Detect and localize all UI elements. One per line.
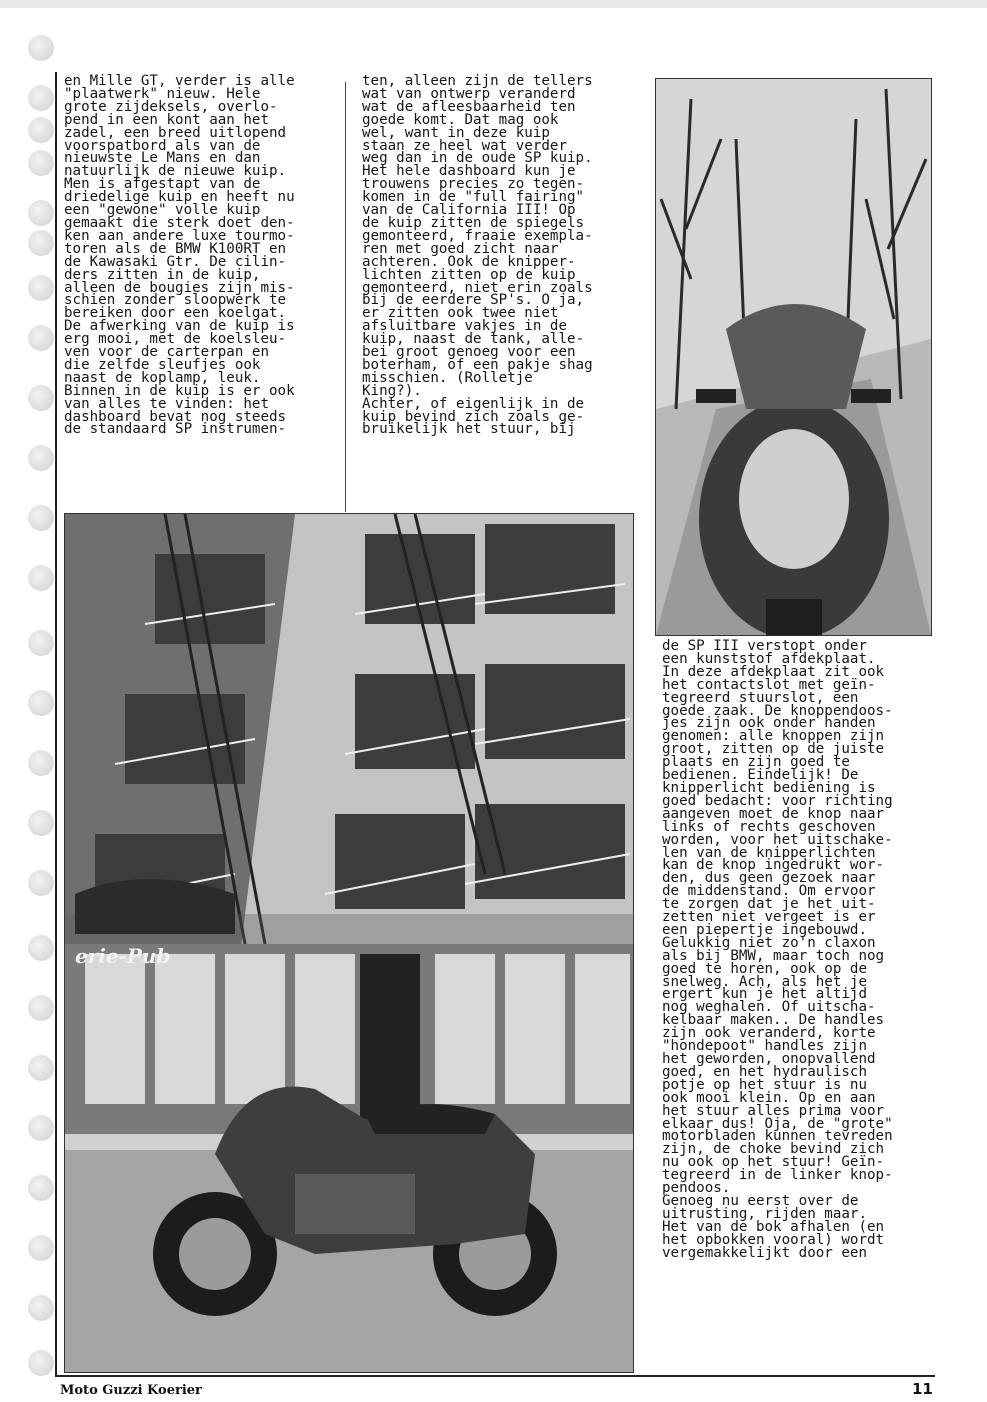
text-line: dashboard bevat nog steeds	[64, 408, 287, 425]
text-line: pend in een kont aan het	[64, 111, 269, 128]
text-line: bruikelijk het stuur, bij	[362, 421, 576, 438]
text-line: Het hele dashboard kun je	[362, 163, 576, 180]
text-line: ven voor de carterpan en	[64, 344, 269, 361]
text-line: bereiken door een koelgat.	[64, 305, 287, 322]
text-line: een "gewone" volle kuip	[64, 202, 261, 219]
text-line: kuip, naast de tank, alle-	[362, 331, 585, 348]
binder-hole	[28, 995, 54, 1021]
text-line: ken aan andere luxe tourmo-	[64, 227, 295, 244]
text-line: natuurlijk de nieuwe kuip.	[64, 163, 287, 180]
text-line: kan de knop ingedrukt wor-	[662, 857, 885, 874]
publication-name: Moto Guzzi Koerier	[60, 1383, 202, 1398]
text-line: ook mooi klein. Op en aan	[662, 1089, 876, 1106]
text-line: gemaakt die sterk doet den-	[64, 214, 295, 231]
text-line: een kunststof afdekplaat.	[662, 650, 876, 667]
pub-sign: erie-Pub	[75, 944, 171, 968]
text-line: wel, want in deze kuip	[362, 124, 550, 141]
binder-hole	[28, 630, 54, 656]
text-line: goed, en het hydraulisch	[662, 1063, 867, 1080]
text-line: de middenstand. Om ervoor	[662, 883, 876, 900]
text-line: goede komt. Dat mag ook	[362, 111, 559, 128]
binder-hole	[28, 230, 54, 256]
text-line: elkaar dus! Oja, de "grote"	[662, 1115, 893, 1132]
text-line: tegreerd stuurslot, een	[662, 689, 859, 706]
text-line: "plaatwerk" nieuw. Hele	[64, 85, 261, 102]
text-line: bei groot genoeg voor een	[362, 344, 576, 361]
motorcycle-rear-photo	[655, 78, 932, 636]
text-line: tegreerd in de linker knop-	[662, 1167, 893, 1184]
hotel-motorcycle-photo	[64, 513, 634, 1373]
text-line: de Kawasaki Gtr. De cilin-	[64, 253, 287, 270]
text-line: In deze afdekplaat zit ook	[662, 663, 885, 680]
text-line: weg dan in de oude SP kuip.	[362, 150, 593, 167]
text-line: ders zitten in de kuip,	[64, 266, 261, 283]
top-edge	[0, 0, 987, 8]
text-line: naast de koplamp, leuk.	[64, 369, 261, 386]
binder-hole	[28, 565, 54, 591]
text-line: gemonteerd, fraaie exempla-	[362, 227, 593, 244]
text-line: trouwens precies zo tegen-	[362, 176, 585, 193]
text-line: pendoos.	[662, 1180, 731, 1197]
binder-hole	[28, 750, 54, 776]
text-line: het stuur alles prima voor	[662, 1102, 885, 1119]
text-line: Genoeg nu eerst over de	[662, 1192, 859, 1209]
text-line: afsluitbare vakjes in de	[362, 318, 567, 335]
binder-hole	[28, 275, 54, 301]
text-line: zijn ook veranderd, korte	[662, 1025, 876, 1042]
text-line: gemonteerd, niet erin zoals	[362, 279, 593, 296]
text-line: goed te horen, ook op de	[662, 960, 867, 977]
binder-hole	[28, 35, 54, 61]
binder-hole	[28, 1235, 54, 1261]
text-line: ten, alleen zijn de tellers	[362, 73, 593, 89]
motorcycle-rear-illustration	[656, 79, 931, 635]
text-line: die zelfde sleufjes ook	[64, 356, 261, 373]
binder-hole	[28, 445, 54, 471]
page-frame-left	[55, 72, 57, 1377]
text-line: genomen: alle knoppen zijn	[662, 728, 885, 745]
text-line: jes zijn ook onder handen	[662, 715, 876, 732]
binder-hole	[28, 1175, 54, 1201]
text-line: ergert kun je het altijd	[662, 986, 867, 1003]
text-line: staan ze heel wat verder	[362, 137, 567, 154]
binder-hole	[28, 325, 54, 351]
text-line: worden, voor het uitschake-	[662, 831, 893, 848]
text-line: uitrusting, rijden maar.	[662, 1205, 867, 1222]
text-line: plaats en zijn goed te	[662, 754, 850, 771]
text-line: een piepertje ingebouwd.	[662, 921, 867, 938]
page-number: 11	[912, 1380, 933, 1398]
text-line: goede zaak. De knoppendoos-	[662, 702, 893, 719]
text-line: het contactslot met geïn-	[662, 676, 876, 693]
text-line: potje op het stuur is nu	[662, 1076, 867, 1093]
text-line: komen in de "full fairing"	[362, 189, 585, 206]
binder-hole	[28, 117, 54, 143]
text-line: wat de afleesbaarheid ten	[362, 98, 576, 115]
text-line: de kuip zitten de spiegels	[362, 214, 585, 231]
article-column-3	[662, 640, 893, 1260]
text-line: toren als de BMW K100RT en	[64, 240, 287, 257]
text-line: van alles te vinden: het	[64, 395, 269, 412]
column-rule	[345, 82, 346, 512]
text-line: bedienen. Eindelijk! De	[662, 767, 859, 784]
text-line: driedelige kuip en heeft nu	[64, 189, 295, 206]
binder-hole	[28, 1115, 54, 1141]
text-line: als bij BMW, maar toch nog	[662, 947, 885, 964]
text-line: Achter, of eigenlijk in de	[362, 395, 585, 412]
text-line: motorbladen kunnen tevreden	[662, 1128, 893, 1145]
text-line: aangeven moet de knop naar	[662, 805, 885, 822]
text-line: nog weghalen. Of uitscha-	[662, 999, 876, 1016]
text-line: zetten niet vergeet is er	[662, 909, 876, 926]
text-line: achteren. Ook de knipper-	[362, 253, 576, 270]
text-line: lichten zitten op de kuip	[362, 266, 576, 283]
binder-hole	[28, 1350, 54, 1376]
page-frame-bottom	[55, 1375, 935, 1377]
text-line: voorspatbord als van de	[64, 137, 261, 154]
hotel-building-illustration	[65, 514, 633, 1372]
text-line: den, dus geen gezoek naar	[662, 870, 876, 887]
text-line: kelbaar maken.. De handles	[662, 1012, 885, 1029]
binder-holes	[28, 30, 58, 1400]
text-line: schien zonder sloopwerk te	[64, 292, 287, 309]
text-line: de standaard SP instrumen-	[64, 421, 287, 438]
text-line: Men is afgestapt van de	[64, 176, 261, 193]
text-line: Binnen in de kuip is er ook	[64, 382, 295, 399]
binder-hole	[28, 690, 54, 716]
article-column-1	[64, 75, 295, 436]
text-line: goed bedacht: voor richting	[662, 792, 893, 809]
text-line: links of rechts geschoven	[662, 818, 876, 835]
text-line: zadel, een breed uitlopend	[64, 124, 287, 141]
binder-hole	[28, 935, 54, 961]
text-line: ren met goed zicht naar	[362, 240, 559, 257]
text-line: kuip bevind zich zoals ge-	[362, 408, 585, 425]
text-line: grote zijdeksels, overlo-	[64, 98, 278, 115]
text-line: het geworden, onopvallend	[662, 1051, 876, 1067]
text-line: erg mooi, met de koelsleu-	[64, 331, 287, 348]
article-column-2	[362, 75, 593, 436]
binder-hole	[28, 85, 54, 111]
text-line: de SP III verstopt onder	[662, 638, 867, 654]
text-line: knipperlicht bediening is	[662, 779, 876, 796]
binder-hole	[28, 810, 54, 836]
text-line: boterham, of een pakje shag	[362, 356, 593, 373]
text-line: van de California III! Op	[362, 202, 576, 219]
text-line: bij de eerdere SP's. O ja,	[362, 292, 585, 309]
text-line: groot, zitten op de juiste	[662, 741, 885, 758]
text-line: len van de knipperlichten	[662, 844, 876, 861]
text-line: het opbokken vooral) wordt	[662, 1231, 885, 1248]
binder-hole	[28, 200, 54, 226]
binder-hole	[28, 1295, 54, 1321]
text-line: De afwerking van de kuip is	[64, 318, 295, 335]
text-line: snelweg. Ach, als het je	[662, 973, 867, 990]
binder-hole	[28, 150, 54, 176]
text-line: nu ook op het stuur! Geïn-	[662, 1154, 885, 1171]
text-line: Het van de bok afhalen (en	[662, 1218, 885, 1235]
text-line: er zitten ook twee niet	[362, 305, 559, 322]
text-line: Gelukkig niet zo'n claxon	[662, 934, 876, 951]
text-line: "hondepoot" handles zijn	[662, 1038, 867, 1055]
text-line: zijn, de choke bevind zich	[662, 1141, 885, 1158]
binder-hole	[28, 385, 54, 411]
binder-hole	[28, 505, 54, 531]
binder-hole	[28, 870, 54, 896]
text-line: alleen de bougies zijn mis-	[64, 279, 295, 296]
binder-hole	[28, 1055, 54, 1081]
text-line: te zorgen dat je het uit-	[662, 896, 876, 913]
text-line: en Mille GT, verder is alle	[64, 73, 295, 89]
text-line: vergemakkelijkt door een	[662, 1244, 867, 1261]
text-line: wat van ontwerp veranderd	[362, 85, 576, 102]
text-line: King?).	[362, 382, 422, 399]
text-line: nieuwste Le Mans en dan	[64, 150, 261, 167]
text-line: misschien. (Rolletje	[362, 369, 533, 386]
